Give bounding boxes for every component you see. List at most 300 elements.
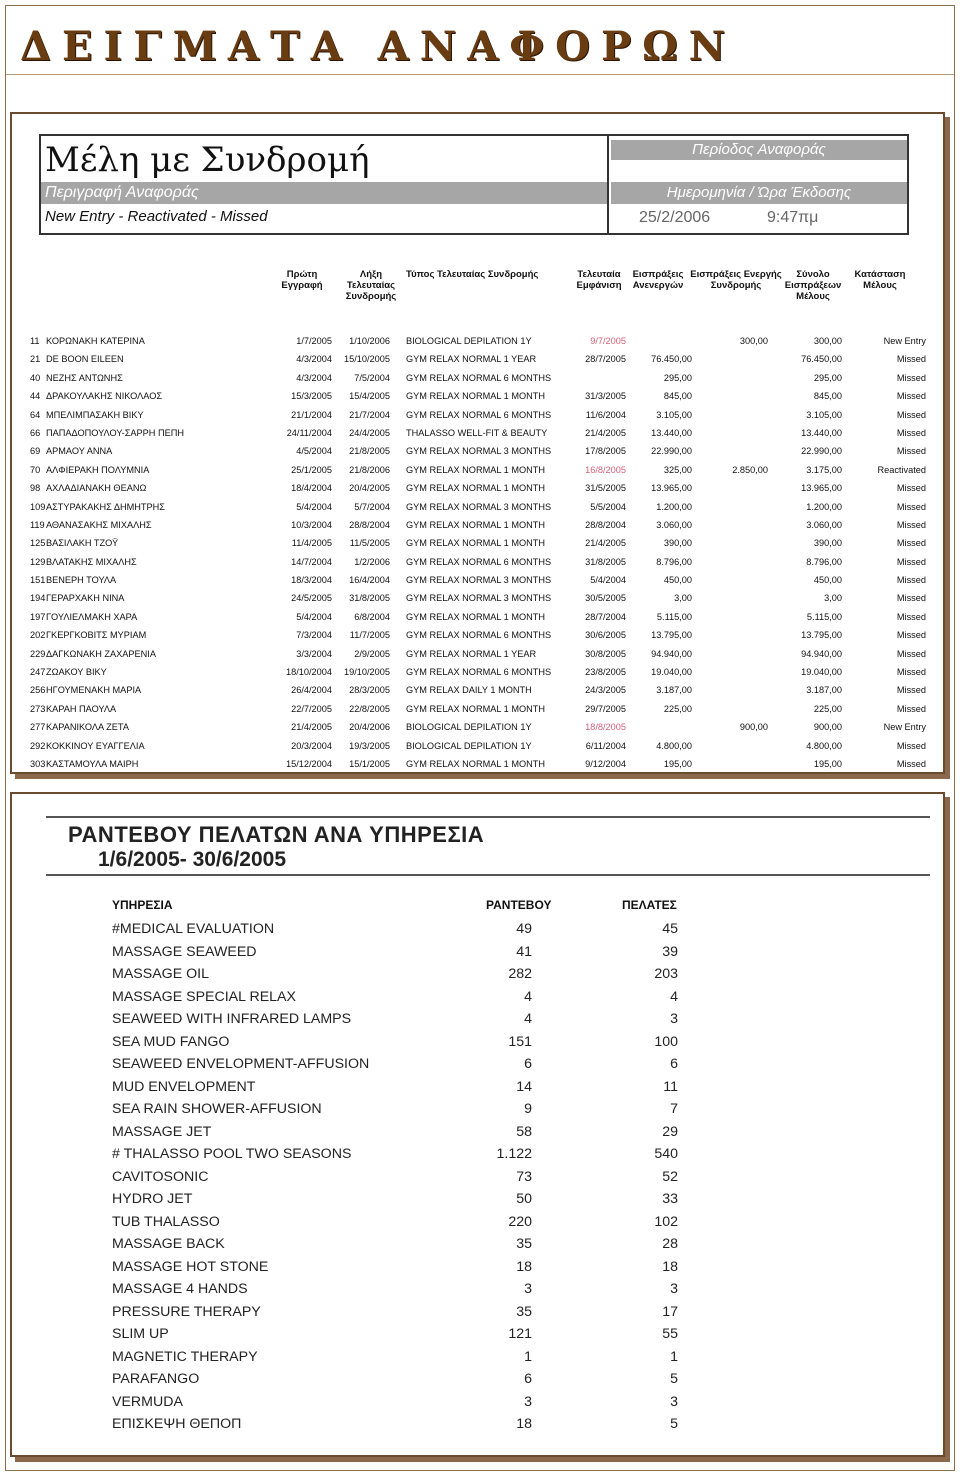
total-income: 19.040,00	[801, 667, 842, 678]
appointment-count: 58	[516, 1123, 532, 1140]
inactive-income: 3.105,00	[656, 409, 692, 420]
service-name: MUD ENVELOPMENT	[112, 1078, 256, 1095]
client-count: 52	[662, 1168, 678, 1185]
member-status: Missed	[896, 593, 926, 604]
description-label: Περιγραφή Αναφοράς	[41, 182, 607, 204]
col-appointments: ΡΑΝΤΕΒΟΥ	[486, 898, 552, 912]
last-visit: 30/6/2005	[585, 630, 626, 641]
col-end-last: Λήξη Τελευταίας Συνδρομής	[345, 269, 397, 302]
table-row	[12, 986, 947, 1009]
table-row	[12, 627, 947, 645]
client-count: 3	[670, 1393, 678, 1410]
member-id: 277	[30, 722, 46, 733]
member-name: ΑΡΜΑΟΥ ΑΝΝΑ	[46, 446, 113, 457]
member-name: ΔΑΓΚΩΝΑΚΗ ΖΑΧΑΡΕΝΙΑ	[46, 648, 156, 659]
appointment-count: 73	[516, 1168, 532, 1185]
subscription-type: GYM RELAX NORMAL 1 YEAR	[406, 648, 537, 659]
first-registration: 18/3/2004	[291, 575, 332, 586]
total-income: 845,00	[813, 391, 842, 402]
member-name: ΑΧΛΑΔΙΑΝΑΚΗ ΘΕΑΝΩ	[46, 483, 147, 494]
appointment-count: 4	[524, 1011, 532, 1027]
last-visit: 21/4/2005	[585, 538, 626, 549]
table-row	[12, 1301, 947, 1324]
appointment-count: 4	[524, 988, 532, 1005]
table-row	[12, 407, 947, 425]
first-registration: 4/5/2004	[296, 446, 332, 457]
table-row	[12, 462, 947, 480]
subscription-end: 15/10/2005	[344, 354, 390, 365]
last-visit: 29/7/2005	[585, 703, 626, 714]
services-table-body	[12, 918, 947, 1436]
col-status: Κατάσταση Μέλους	[854, 269, 906, 291]
member-id: 109	[30, 501, 46, 512]
subscription-type: GYM RELAX NORMAL 3 MONTHS	[406, 501, 552, 512]
service-name: SEAWEED ENVELOPMENT-AFFUSION	[112, 1056, 370, 1072]
client-count: 39	[662, 943, 678, 960]
member-status: Missed	[896, 446, 926, 457]
service-name: ΕΠΙΣΚΕΨΗ ΘΕΠΟΠ	[112, 1416, 242, 1432]
table-row	[12, 572, 947, 590]
subscription-type: GYM RELAX NORMAL 3 MONTHS	[406, 446, 552, 457]
member-name: ΓΟΥΛΙΕΛΜΑΚΗ ΧΑΡΑ	[46, 611, 138, 622]
inactive-income: 13.440,00	[651, 427, 692, 438]
last-visit: 21/4/2005	[585, 427, 626, 438]
inactive-income: 22.990,00	[651, 446, 692, 457]
member-id: 44	[30, 391, 41, 402]
member-id: 129	[30, 556, 46, 567]
inactive-income: 3,00	[674, 593, 692, 604]
client-count: 4	[670, 988, 678, 1005]
report-description: New Entry - Reactivated - Missed	[45, 208, 268, 225]
client-count: 17	[662, 1303, 678, 1320]
first-registration: 18/4/2004	[291, 483, 332, 494]
member-status: Missed	[896, 685, 926, 696]
member-id: 64	[30, 409, 41, 420]
client-count: 28	[662, 1236, 678, 1252]
subscription-end: 1/2/2006	[354, 556, 390, 567]
subscription-end: 21/8/2006	[349, 464, 390, 475]
last-visit: 23/8/2005	[585, 667, 626, 678]
total-income: 3.060,00	[806, 519, 842, 530]
total-income: 390,00	[813, 538, 842, 549]
subscription-type: GYM RELAX NORMAL 6 MONTHS	[406, 556, 552, 567]
report-top-rule	[46, 816, 930, 818]
first-registration: 21/4/2005	[291, 722, 332, 733]
member-status: Missed	[896, 427, 926, 438]
subscription-type: BIOLOGICAL DEPILATION 1Y	[406, 740, 532, 751]
total-income: 76.450,00	[801, 354, 842, 365]
member-id: 303	[30, 758, 46, 769]
service-name: PARAFANGO	[112, 1371, 200, 1387]
member-status: Missed	[896, 354, 926, 365]
first-registration: 10/3/2004	[291, 519, 332, 530]
inactive-income: 4.800,00	[656, 740, 692, 751]
member-id: 273	[30, 703, 46, 714]
active-income: 900,00	[739, 722, 768, 733]
appointment-count: 6	[524, 1056, 532, 1072]
member-name: ΒΕΝΕΡΗ ΤΟΥΛΑ	[46, 575, 117, 586]
service-name: TUB THALASSO	[112, 1213, 220, 1230]
first-registration: 7/3/2004	[296, 630, 332, 641]
client-count: 55	[662, 1326, 678, 1342]
subscription-end: 19/3/2005	[349, 740, 390, 751]
member-status: Missed	[896, 556, 926, 567]
member-id: 70	[30, 464, 41, 475]
members-report-panel	[10, 112, 945, 774]
table-row	[12, 646, 947, 664]
last-visit: 17/8/2005	[585, 446, 626, 457]
member-name: ΚΑΡΑΝΙΚΟΛΑ ΖΕΤΑ	[46, 722, 129, 733]
client-count: 6	[670, 1056, 678, 1072]
member-name: ΗΓΟΥΜΕΝΑΚΗ ΜΑΡΙΑ	[46, 685, 142, 696]
appointment-count: 35	[516, 1236, 532, 1252]
member-status: Missed	[896, 667, 926, 678]
subscription-end: 20/4/2006	[349, 722, 390, 733]
service-name: MASSAGE HOT STONE	[112, 1258, 269, 1275]
appointment-count: 1.122	[496, 1146, 532, 1162]
last-visit: 9/12/2004	[585, 758, 626, 769]
col-last-visit: Τελευταία Εμφάνιση	[576, 269, 622, 291]
last-visit: 28/8/2004	[585, 519, 626, 530]
member-id: 197	[30, 611, 46, 622]
table-row	[12, 1166, 947, 1189]
client-count: 5	[670, 1371, 678, 1387]
last-visit: 28/7/2005	[585, 354, 626, 365]
table-row	[12, 756, 947, 774]
service-name: SLIM UP	[112, 1326, 169, 1342]
client-count: 29	[662, 1123, 678, 1140]
member-name: ΚΑΡΑΗ ΠΑΟΥΛΑ	[46, 703, 117, 714]
member-name: ΑΛΦΙΕΡΑΚΗ ΠΟΛΥΜΝΙΑ	[46, 464, 150, 475]
total-income: 22.990,00	[801, 446, 842, 457]
member-id: 229	[30, 648, 46, 659]
subscription-end: 28/8/2004	[349, 519, 390, 530]
last-visit: 31/3/2005	[585, 391, 626, 402]
table-row	[12, 918, 947, 941]
subscription-type: GYM RELAX NORMAL 1 MONTH	[406, 538, 546, 549]
member-name: ΖΩΑΚΟΥ ΒΙΚΥ	[46, 667, 107, 678]
member-name: ΝΕΖΗΣ ΑΝΤΩΝΗΣ	[46, 372, 123, 383]
member-name: ΠΑΠΑΔΟΠΟΥΛΟΥ-ΣΑΡΡΗ ΠΕΠΗ	[46, 427, 184, 438]
last-visit: 28/7/2004	[585, 611, 626, 622]
first-registration: 22/7/2005	[291, 703, 332, 714]
service-name: CAVITOSONIC	[112, 1168, 209, 1185]
client-count: 11	[663, 1078, 678, 1095]
member-status: Missed	[896, 538, 926, 549]
member-name: ΒΑΣΙΛΑΚΗ ΤΖΟΫ	[46, 538, 119, 549]
member-name: ΚΟΚΚΙΝΟΥ ΕΥΑΓΓΕΛΙΑ	[46, 740, 145, 751]
first-registration: 1/7/2005	[296, 336, 332, 346]
subscription-type: GYM RELAX NORMAL 1 MONTH	[406, 703, 546, 714]
table-row	[12, 480, 947, 498]
member-id: 98	[30, 483, 41, 494]
table-row	[12, 1233, 947, 1256]
inactive-income: 13.795,00	[651, 630, 692, 641]
member-id: 194	[30, 593, 46, 604]
table-row	[12, 554, 947, 572]
subscription-end: 6/8/2004	[354, 611, 390, 622]
service-name: MASSAGE BACK	[112, 1236, 225, 1252]
first-registration: 4/3/2004	[296, 354, 332, 365]
first-registration: 18/10/2004	[286, 667, 332, 678]
member-name: ΚΑΣΤΑΜΟΥΛΑ ΜΑΙΡΗ	[46, 758, 139, 769]
first-registration: 4/3/2004	[296, 372, 332, 383]
subscription-end: 21/8/2005	[349, 446, 390, 457]
last-visit: 24/3/2005	[585, 685, 626, 696]
header-divider	[607, 136, 609, 233]
table-row	[12, 1368, 947, 1391]
client-count: 3	[670, 1011, 678, 1027]
member-id: 69	[30, 446, 41, 457]
total-income: 4.800,00	[806, 740, 842, 751]
issue-label: Ημερομηνία / Ώρα Έκδοσης	[611, 182, 907, 204]
last-visit: 31/8/2005	[585, 556, 626, 567]
service-name: VERMUDA	[112, 1393, 183, 1410]
subscription-type: GYM RELAX NORMAL 1 MONTH	[406, 464, 546, 475]
table-row	[12, 609, 947, 627]
member-status: Missed	[896, 611, 926, 622]
member-id: 292	[30, 740, 46, 751]
member-status: Missed	[896, 391, 926, 402]
inactive-income: 19.040,00	[651, 667, 692, 678]
subscription-end: 28/3/2005	[349, 685, 390, 696]
first-registration: 25/1/2005	[291, 464, 332, 475]
service-name: SEA RAIN SHOWER-AFFUSION	[112, 1101, 322, 1117]
inactive-income: 94.940,00	[651, 648, 692, 659]
member-id: 247	[30, 667, 46, 678]
subscription-type: GYM RELAX NORMAL 1 MONTH	[406, 391, 546, 402]
last-visit: 6/11/2004	[585, 740, 626, 751]
issue-date: 25/2/2006	[639, 209, 711, 226]
member-id: 256	[30, 685, 46, 696]
table-row	[12, 719, 947, 737]
appointment-count: 14	[516, 1078, 532, 1095]
inactive-income: 195,00	[663, 758, 692, 769]
appointments-period: 1/6/2005- 30/6/2005	[98, 848, 286, 871]
member-name: ΓΕΡΑΡΧΑΚΗ ΝΙΝΑ	[46, 593, 125, 604]
table-row	[12, 1211, 947, 1234]
subscription-type: THALASSO WELL-FIT & BEAUTY	[406, 427, 548, 438]
client-count: 33	[662, 1191, 678, 1207]
subscription-type: BIOLOGICAL DEPILATION 1Y	[406, 722, 532, 733]
member-name: ΚΟΡΩΝΑΚΗ ΚΑΤΕΡΙΝΑ	[46, 336, 145, 346]
total-income: 3.187,00	[806, 685, 842, 696]
first-registration: 21/1/2004	[291, 409, 332, 420]
subscription-end: 22/8/2005	[349, 703, 390, 714]
subscription-end: 20/4/2005	[349, 483, 390, 494]
service-name: MASSAGE 4 HANDS	[112, 1281, 248, 1297]
service-name: MASSAGE JET	[112, 1123, 212, 1140]
member-id: 21	[30, 354, 41, 365]
last-visit: 9/7/2005	[590, 336, 626, 346]
subscription-end: 1/10/2006	[349, 336, 390, 346]
appointment-count: 1	[524, 1348, 532, 1365]
subscription-end: 5/7/2004	[354, 501, 390, 512]
appointment-count: 35	[516, 1303, 532, 1320]
table-row	[12, 701, 947, 719]
table-row	[12, 370, 947, 388]
col-first-reg: Πρώτη Εγγραφή	[281, 269, 323, 291]
total-income: 300,00	[813, 336, 842, 346]
last-visit: 31/5/2005	[585, 483, 626, 494]
total-income: 225,00	[813, 703, 842, 714]
active-income: 300,00	[739, 336, 768, 346]
last-visit: 30/5/2005	[585, 593, 626, 604]
issue-time: 9:47πμ	[767, 209, 819, 226]
member-status: Missed	[896, 703, 926, 714]
member-status: Missed	[896, 409, 926, 420]
active-income: 2.850,00	[732, 464, 768, 475]
subscription-end: 15/1/2005	[349, 758, 390, 769]
total-income: 5.115,00	[806, 611, 842, 622]
first-registration: 5/4/2004	[296, 501, 332, 512]
subscription-end: 11/7/2005	[349, 630, 390, 641]
report-mid-rule	[46, 874, 930, 876]
subscription-type: GYM RELAX NORMAL 6 MONTHS	[406, 372, 552, 383]
last-visit: 11/6/2004	[585, 409, 626, 420]
client-count: 18	[662, 1258, 678, 1275]
subscription-end: 31/8/2005	[349, 593, 390, 604]
appointment-count: 18	[516, 1258, 532, 1275]
subscription-end: 16/4/2004	[349, 575, 390, 586]
inactive-income: 450,00	[663, 575, 692, 586]
col-type-last: Τύπος Τελευταίας Συνδρομής	[406, 269, 539, 280]
table-row	[12, 1031, 947, 1054]
table-row	[12, 664, 947, 682]
inactive-income: 5.115,00	[656, 611, 692, 622]
client-count: 5	[670, 1416, 678, 1432]
service-name: SEA MUD FANGO	[112, 1033, 230, 1050]
table-row	[12, 1188, 947, 1211]
appointment-count: 151	[508, 1033, 532, 1050]
total-income: 3.105,00	[806, 409, 842, 420]
subscription-type: GYM RELAX NORMAL 6 MONTHS	[406, 409, 552, 420]
table-row	[12, 1391, 947, 1414]
subscription-type: GYM RELAX NORMAL 1 MONTH	[406, 611, 546, 622]
total-income: 450,00	[813, 575, 842, 586]
client-count: 1	[670, 1348, 678, 1365]
subscription-type: GYM RELAX NORMAL 1 MONTH	[406, 758, 546, 769]
report-title: Μέλη με Συνδρομή	[45, 140, 370, 180]
member-status: Missed	[896, 483, 926, 494]
inactive-income: 8.796,00	[656, 556, 692, 567]
subscription-type: GYM RELAX NORMAL 3 MONTHS	[406, 593, 552, 604]
table-row	[12, 590, 947, 608]
appointment-count: 9	[524, 1101, 532, 1117]
appointments-report-panel	[10, 792, 945, 1457]
member-name: ΜΠΕΛΙΜΠΑΣΑΚΗ ΒΙΚΥ	[46, 409, 144, 420]
inactive-income: 1.200,00	[656, 501, 692, 512]
col-inactive-income: Εισπράξεις Ανενεργών	[632, 269, 684, 291]
first-registration: 20/3/2004	[291, 740, 332, 751]
member-id: 40	[30, 372, 41, 383]
subscription-type: GYM RELAX NORMAL 1 MONTH	[406, 519, 546, 530]
subscription-type: GYM RELAX NORMAL 1 YEAR	[406, 354, 537, 365]
table-row	[12, 425, 947, 443]
title-divider	[6, 74, 954, 75]
inactive-income: 3.060,00	[656, 519, 692, 530]
service-name: MASSAGE OIL	[112, 966, 209, 982]
total-income: 900,00	[813, 722, 842, 733]
member-name: ΒΛΑΤΑΚΗΣ ΜΙΧΑΛΗΣ	[46, 556, 137, 567]
member-name: ΓΚΕΡΓΚΟΒΙΤΣ ΜΥΡΙΑΜ	[46, 630, 147, 641]
table-row	[12, 1098, 947, 1121]
service-name: HYDRO JET	[112, 1191, 193, 1207]
member-status: New Entry	[883, 336, 926, 346]
report-header	[39, 134, 909, 235]
inactive-income: 845,00	[663, 391, 692, 402]
table-row	[12, 333, 947, 351]
subscription-end: 21/7/2004	[349, 409, 390, 420]
total-income: 295,00	[813, 372, 842, 383]
member-name: ΔΡΑΚΟΥΛΑΚΗΣ ΝΙΚΟΛΑΟΣ	[46, 391, 163, 402]
subscription-end: 24/4/2005	[349, 427, 390, 438]
member-id: 125	[30, 538, 46, 549]
total-income: 1.200,00	[806, 501, 842, 512]
table-row	[12, 682, 947, 700]
total-income: 13.440,00	[801, 427, 842, 438]
table-row	[12, 1323, 947, 1346]
subscription-type: GYM RELAX NORMAL 6 MONTHS	[406, 667, 552, 678]
member-name: ΑΣΤΥΡΑΚΑΚΗΣ ΔΗΜΗΤΡΗΣ	[46, 501, 165, 512]
service-name: #MEDICAL EVALUATION	[112, 921, 275, 937]
inactive-income: 390,00	[663, 538, 692, 549]
total-income: 94.940,00	[801, 648, 842, 659]
appointment-count: 6	[524, 1371, 532, 1387]
subscription-end: 7/5/2004	[354, 372, 390, 383]
client-count: 7	[670, 1101, 678, 1117]
member-id: 202	[30, 630, 46, 641]
appointment-count: 3	[524, 1393, 532, 1410]
client-count: 100	[654, 1033, 678, 1050]
table-row	[12, 388, 947, 406]
appointment-count: 121	[508, 1326, 532, 1342]
appointment-count: 18	[516, 1416, 532, 1432]
inactive-income: 325,00	[663, 464, 692, 475]
service-name: PRESSURE THERAPY	[112, 1303, 261, 1320]
inactive-income: 225,00	[663, 703, 692, 714]
col-clients: ΠΕΛΑΤΕΣ	[622, 898, 677, 912]
table-row	[12, 1278, 947, 1301]
last-visit: 5/4/2004	[590, 575, 626, 586]
appointment-count: 50	[516, 1191, 532, 1207]
table-row	[12, 351, 947, 369]
subscription-type: BIOLOGICAL DEPILATION 1Y	[406, 336, 532, 346]
last-visit: 30/8/2005	[585, 648, 626, 659]
member-status: Missed	[896, 372, 926, 383]
member-status: Reactivated	[877, 464, 926, 475]
table-row	[12, 1076, 947, 1099]
members-table-body	[12, 333, 947, 774]
table-row	[12, 1008, 947, 1031]
member-status: Missed	[896, 519, 926, 530]
subscription-end: 15/4/2005	[349, 391, 390, 402]
member-status: Missed	[896, 630, 926, 641]
inactive-income: 3.187,00	[656, 685, 692, 696]
total-income: 3,00	[824, 593, 842, 604]
service-name: MAGNETIC THERAPY	[112, 1348, 258, 1365]
subscription-type: GYM RELAX NORMAL 6 MONTHS	[406, 630, 552, 641]
first-registration: 15/3/2005	[291, 391, 332, 402]
subscription-type: GYM RELAX NORMAL 3 MONTHS	[406, 575, 552, 586]
first-registration: 24/5/2005	[291, 593, 332, 604]
table-row	[12, 1053, 947, 1076]
member-status: Missed	[896, 575, 926, 586]
col-total-income: Σύνολο Εισπράξεων Μέλους	[784, 269, 842, 302]
table-row	[12, 499, 947, 517]
first-registration: 5/4/2004	[296, 611, 332, 622]
first-registration: 24/11/2004	[286, 427, 332, 438]
